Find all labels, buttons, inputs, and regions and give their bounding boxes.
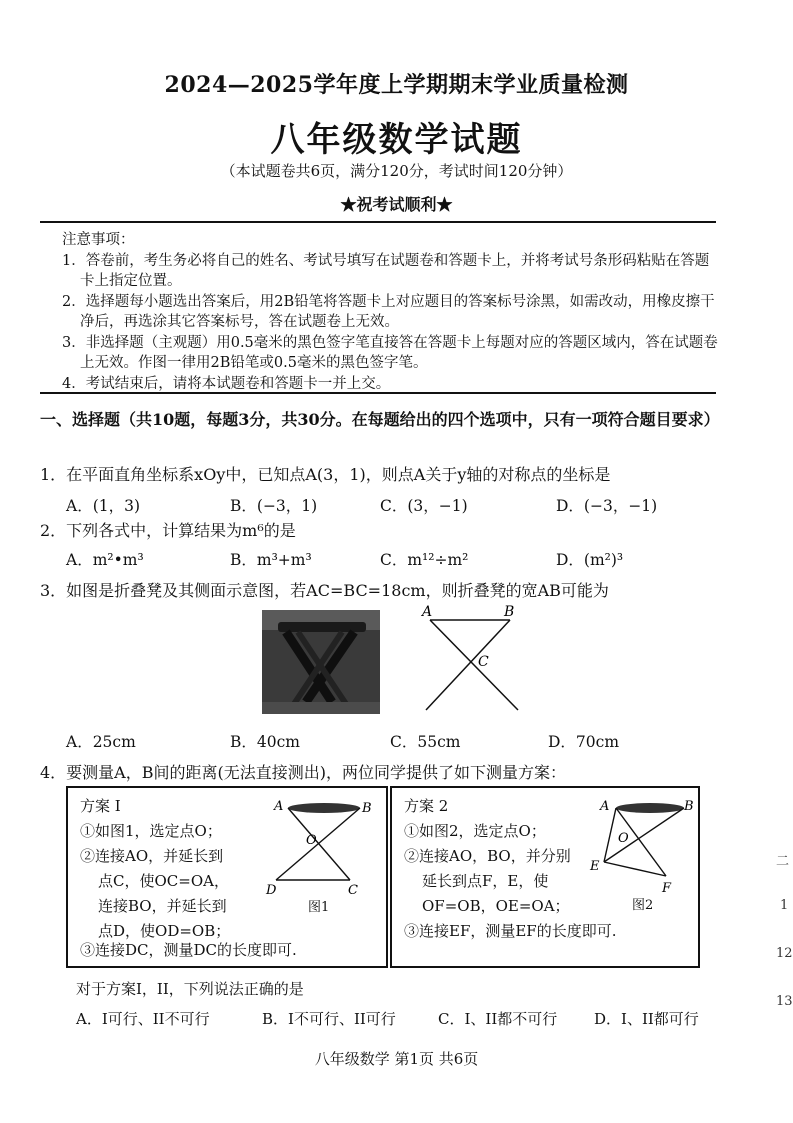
figure1-diagram — [264, 796, 380, 896]
note-item-1: 1．答卷前，考生务必将自己的姓名、考试号填写在试题卷和答题卡上，并将考试号条形码粘贴在答题卡上指定位置。 — [62, 252, 710, 289]
edge-mark-1: 二 — [776, 854, 790, 869]
q2-option-d: D．(m²)³ — [556, 551, 624, 569]
label-b: B — [504, 604, 515, 620]
q3-stem: 3．如图是折叠凳及其侧面示意图，若AC=BC=18cm，则折叠凳的宽AB可能为 — [40, 581, 609, 600]
plan1-box — [66, 786, 388, 968]
plan1-line-5: 点D，使OD=OB； — [98, 922, 231, 940]
q4-option-c: C．I、II都不可行 — [438, 1010, 558, 1028]
q1-option-b: B．(−3，1) — [230, 497, 318, 515]
q3-option-d: D．70cm — [548, 733, 620, 751]
figure1-caption: 图1 — [308, 900, 330, 915]
subject-title: 八年级数学试题 — [270, 120, 523, 160]
q2-option-c: C．m¹²÷m² — [380, 551, 469, 569]
figure2-diagram — [588, 796, 696, 896]
divider-top — [40, 221, 716, 223]
q1-option-a: A．(1，3) — [66, 497, 141, 515]
note-item-2: 2．选择题每小题选出答案后，用2B铅笔将答题卡上对应题目的答案标号涂黑，如需改动，用橡皮擦干净后，再选涂其它答案标号，答在试题卷上无效。 — [62, 293, 715, 330]
blessing: ★祝考试顺利★ — [340, 195, 453, 214]
fig1-label-a: A — [274, 799, 284, 814]
q2-option-b: B．m³+m³ — [230, 551, 312, 569]
plan2-line-4: OF=OB，OE=OA； — [422, 897, 570, 915]
fig2-label-b: B — [684, 799, 694, 814]
q4-question: 对于方案I，II，下列说法正确的是 — [76, 980, 304, 998]
notes-block — [62, 230, 722, 394]
fig1-label-o: O — [306, 833, 317, 848]
q1-option-d: D．(−3，−1) — [556, 497, 658, 515]
fig2-label-e: E — [590, 859, 600, 874]
q3-option-b: B．40cm — [230, 733, 300, 751]
q3-option-c: C．55cm — [390, 733, 461, 751]
edge-mark-4: 13 — [776, 994, 793, 1009]
edge-mark-3: 12 — [776, 946, 793, 961]
stool-side-diagram — [418, 604, 528, 716]
q1-option-c: C．(3，−1) — [380, 497, 468, 515]
page-footer: 八年级数学 第1页 共6页 — [314, 1050, 479, 1068]
note-item-4: 4．考试结束后，请将本试题卷和答题卡一并上交。 — [62, 375, 391, 392]
section-heading: 一、选择题（共10题，每题3分，共30分。在每题给出的四个选项中，只有一项符合题目要求） — [40, 410, 720, 429]
plan1-line-6: ③连接DC，测量DC的长度即可. — [80, 941, 297, 959]
fig1-label-b: B — [362, 801, 372, 816]
fig2-label-a: A — [600, 799, 610, 814]
figure2-caption: 图2 — [632, 898, 654, 913]
exam-info: （本试题卷共6页，满分120分，考试时间120分钟） — [220, 162, 573, 180]
label-a: A — [422, 604, 433, 620]
q3-option-a: A．25cm — [66, 733, 136, 751]
plan2-line-2: ②连接AO，BO，并分别 — [404, 847, 571, 865]
label-c: C — [478, 654, 489, 670]
divider-notes — [40, 392, 716, 394]
plan1-title: 方案 I — [80, 797, 121, 815]
q4-option-d: D．I、II都可行 — [594, 1010, 699, 1028]
fig2-label-f: F — [662, 881, 672, 896]
plan2-line-5: ③连接EF，测量EF的长度即可. — [404, 922, 617, 940]
notes-title: 注意事项： — [62, 232, 135, 248]
plan2-box — [390, 786, 700, 968]
plan1-line-3: 点C，使OC=OA， — [98, 872, 229, 890]
plan2-line-3: 延长到点F，E，使 — [422, 872, 549, 890]
plan1-line-1: ①如图1，选定点O； — [80, 822, 222, 840]
note-item-3: 3．非选择题（主观题）用0.5毫米的黑色签字笔直接答在答题卡上每题对应的答题区域内，答在试题卷上无效。作图一律用2B铅笔或0.5毫米的黑色签字笔。 — [62, 334, 718, 371]
q2-option-a: A．m²•m³ — [66, 551, 144, 569]
q2-stem: 2．下列各式中，计算结果为m⁶的是 — [40, 521, 296, 540]
plan2-title: 方案 2 — [404, 797, 449, 815]
q1-stem: 1．在平面直角坐标系xOy中，已知点A(3，1)，则点A关于y轴的对称点的坐标是 — [40, 465, 611, 484]
q4-option-a: A．I可行、II不可行 — [76, 1010, 210, 1028]
fig1-label-c: C — [348, 883, 358, 896]
plan1-line-4: 连接BO，并延长到 — [98, 897, 227, 915]
plan2-line-1: ①如图2，选定点O； — [404, 822, 546, 840]
q4-stem: 4．要测量A，B间的距离(无法直接测出)，两位同学提供了如下测量方案： — [40, 763, 566, 782]
fig1-label-d: D — [266, 883, 277, 896]
fig2-label-o: O — [618, 831, 629, 846]
exam-title: 2024—2025学年度上学期期末学业质量检测 — [164, 72, 629, 98]
stool-photo — [262, 610, 380, 714]
plan1-line-2: ②连接AO，并延长到 — [80, 847, 224, 865]
q4-option-b: B．I不可行、II可行 — [262, 1010, 396, 1028]
edge-mark-2: 1 — [780, 898, 789, 913]
